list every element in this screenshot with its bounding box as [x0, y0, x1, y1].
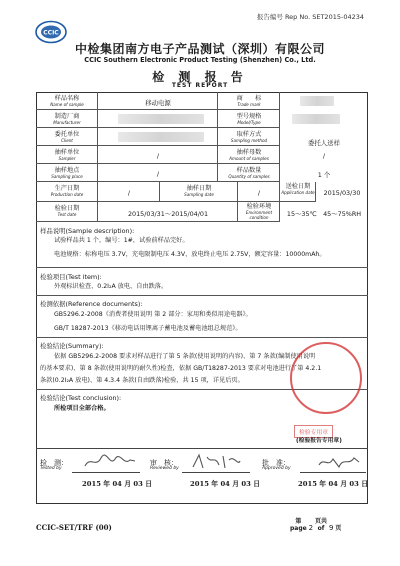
reviewed-date: 2015 年 04 月 03 日 — [190, 480, 261, 488]
manufacturer-label: 制造厂商 Manufacturer — [53, 113, 81, 125]
quantity-value: 1 个 — [317, 171, 331, 179]
summary-line: 条款(0.2I₂A 放电)、第 4.3.4 条款(自由跌落)检验，共 15 项，详见后页。 — [40, 377, 244, 384]
summary-line: 依据 GB5296.2-2008 要求对样品进行了第 5 条款(使用说明的内容)、第 7 条款(编制使用说明 — [54, 353, 316, 360]
form-number: CCIC-SET/TRF (00) — [36, 523, 112, 532]
page-total: 9 — [328, 524, 334, 532]
test-item-line: 外观标识检查、0.2I₂A 放电、自由跌落。 — [54, 283, 168, 290]
production-date-label: 生产日期 Production date — [50, 185, 84, 197]
tested-signature — [82, 452, 138, 472]
signature-line — [72, 472, 140, 473]
application-date-value: 2015/03/30 — [323, 189, 361, 197]
approved-signature — [316, 452, 362, 472]
test-date-label: 检验日期 Test date — [54, 205, 80, 217]
signature-line — [182, 472, 250, 473]
divider — [36, 448, 368, 449]
sample-description-line: 试验样品共 1 个，编号：1#，试验前样品完好。 — [54, 237, 189, 244]
reviewed-label: 审 核： — [150, 459, 178, 467]
redacted-manufacturer — [118, 114, 204, 124]
sample-name-value: 移动电源 — [145, 99, 171, 107]
approved-label-en: Approved by — [262, 466, 291, 471]
trade-mark-label: 商 标 Trade mark — [236, 95, 262, 107]
reference-docs-line: GB5296.2-2008《消费者使用说明 第 2 部分：家用和类似用途电器》。 — [54, 311, 252, 318]
sample-description-line: 电池规格：标称电压 3.7V，充电限制电压 4.3V，放电终止电压 2.75V，额定容量：10000mAh。 — [54, 251, 326, 258]
page-indicator: 第 page 2 页共 of 9 页 — [290, 518, 342, 532]
redacted-trade-mark — [300, 96, 334, 106]
environment-value: 15～35℃ 45～75%RH — [286, 210, 362, 218]
approved-date: 2015 年 04 月 03 日 — [298, 480, 369, 488]
amount-value: / — [322, 152, 326, 160]
test-item-title: 检验项目(Test item): — [40, 273, 102, 281]
model-label: 型号规格 Model/Type — [236, 113, 262, 125]
production-date-value: / — [127, 189, 131, 197]
sampling-date-value: / — [257, 189, 261, 197]
sampler-value: / — [156, 152, 160, 160]
environment-label: 检验环境 Environment condition — [245, 203, 273, 220]
sampling-method-value: 委托人送样 — [308, 139, 340, 147]
reference-docs-title: 检测依据(Reference documents): — [40, 300, 143, 308]
sampling-place-value: / — [156, 170, 160, 178]
sample-description-title: 样品说明(Sample description): — [40, 227, 135, 235]
summary-line: 的基本要求)、第 8 条款(使用说明的耐久性)检查，依据 GB/T18287-2013 要求对电池进行了第 4.2.1 — [40, 365, 322, 372]
logo-text: CCIC — [43, 29, 59, 37]
stamp-note: (检验报告专用章) — [296, 438, 342, 444]
sampler-label: 抽样单位 Sampler — [54, 149, 80, 161]
redacted-client — [118, 132, 204, 142]
report-number: 报告编号 Rep No. SET2015-04234 — [256, 13, 364, 21]
approved-label: 批 准： — [262, 459, 290, 467]
reference-docs-line: GB/T 18287-2013《移动电话用锂离子蓄电池及蓄电池组总规范》。 — [54, 325, 242, 332]
application-date-label: 送检日期 Application date — [281, 183, 315, 195]
sampling-place-label: 抽样地点 Sampling place — [51, 167, 83, 179]
reviewed-label-en: Reviewed by — [150, 466, 179, 471]
tested-label-en: Tested by — [40, 466, 62, 471]
sampling-method-label: 取样方式 Sampling method — [230, 131, 268, 143]
tested-date: 2015 年 04 月 03 日 — [82, 480, 153, 488]
org-name-en: CCIC Southern Electronic Product Testing (Shenzhen) Co., Ltd. — [84, 56, 316, 64]
amount-label: 抽样母数 Amount of samples — [229, 149, 269, 161]
sample-name-label: 样品名称 Name of sample — [50, 95, 84, 107]
redacted-model — [292, 114, 340, 124]
summary-title: 检验结论(Summary): — [40, 342, 104, 350]
test-date-value: 2015/03/31～2015/04/01 — [127, 210, 209, 218]
client-label: 委托单位 Client — [54, 131, 80, 143]
org-name-cn: 中检集团南方电子产品测试（深圳）有限公司 — [74, 42, 325, 56]
doc-title-en: TEST REPORT — [171, 82, 229, 89]
page-number: 2 — [308, 524, 314, 532]
quantity-label: 样品数量 Quantity of samples — [228, 167, 270, 179]
reviewed-signature — [190, 452, 242, 472]
inspection-seal-label: 检验专用章 — [294, 425, 333, 438]
conclusion-line: 所检项目全部合格。 — [54, 405, 110, 412]
conclusion-title: 检验结论(Test conclusion): — [40, 394, 122, 402]
signature-line — [300, 472, 366, 473]
sampling-date-label: 抽样日期 Sampling date — [184, 185, 214, 197]
inspection-seal — [290, 342, 362, 414]
tested-label: 检 测： — [40, 459, 68, 467]
doc-title-cn: 检 测 报 告 — [152, 70, 248, 84]
